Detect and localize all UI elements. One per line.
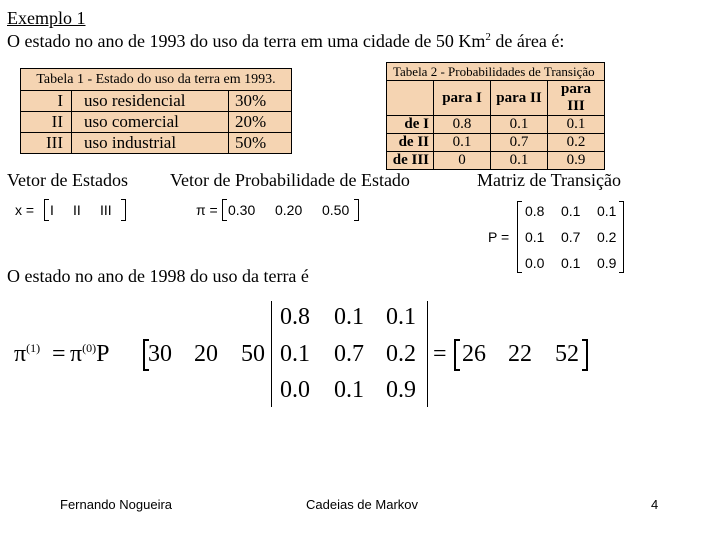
- intro-main: O estado no ano de 1993 do uso da terra em uma cidade de 50 Km: [7, 31, 486, 51]
- equation-pi1: [14, 341, 40, 368]
- big-matrix-cell: 0.7: [334, 341, 364, 367]
- table2-cell: 0.2: [548, 134, 605, 152]
- state-vector-lhs: x =: [15, 202, 35, 218]
- table2-row-label: de II: [387, 134, 434, 152]
- table1-pct: 20%: [229, 112, 292, 133]
- big-matrix-cell: 0.9: [386, 377, 416, 403]
- prob-vector-item: 0.50: [322, 202, 350, 218]
- state-vector-item: II: [73, 202, 81, 218]
- table-row: [21, 91, 292, 112]
- equation-pi0: [70, 341, 109, 368]
- prob-vector-left-bracket: [222, 199, 227, 221]
- matrix-left-bar: [271, 301, 272, 407]
- matrix-cell: 0.0: [525, 255, 545, 271]
- table-row: [387, 116, 605, 134]
- footer-topic: Cadeias de Markov: [306, 497, 418, 512]
- table1-use: uso industrial: [72, 133, 229, 154]
- table2-cell: 0: [434, 152, 491, 170]
- table2-cell: 0.1: [548, 116, 605, 134]
- vector-item: 50: [241, 341, 265, 367]
- big-matrix-cell: 0.8: [280, 304, 310, 330]
- table1-id: I: [21, 91, 72, 112]
- pi-symbol: π: [14, 341, 27, 367]
- big-matrix-cell: 0.2: [386, 341, 416, 367]
- equation-P: P: [96, 341, 110, 367]
- table-row: [21, 112, 292, 133]
- table2-cell: 0.8: [434, 116, 491, 134]
- matrix-right-bar: [427, 301, 428, 407]
- vector-item: 30: [148, 341, 172, 367]
- pi-symbol: π: [70, 341, 83, 367]
- state-vector-left-bracket: [44, 199, 49, 221]
- state-vector-right-bracket: [121, 199, 126, 221]
- label-state-vector: Vetor de Estados: [7, 170, 128, 190]
- table2-cell: 0.7: [491, 134, 548, 152]
- label-prob-vector: Vetor de Probabilidade de Estado: [170, 170, 410, 190]
- table-row: [387, 134, 605, 152]
- label-transition-matrix: Matriz de Transição: [477, 170, 621, 190]
- table2-caption: Tabela 2 - Probabilidades de Transição: [387, 63, 605, 81]
- table2-corner: [387, 81, 434, 116]
- result-item: 52: [555, 341, 579, 367]
- intro-end: de área é:: [490, 31, 565, 51]
- equation-equals-2: =: [433, 341, 447, 367]
- big-matrix-cell: 0.1: [334, 377, 364, 403]
- table2-row-label: de III: [387, 152, 434, 170]
- equation-equals: =: [52, 341, 66, 367]
- vector-item: 20: [194, 341, 218, 367]
- result-left-bracket: [454, 339, 460, 371]
- big-matrix-cell: 0.1: [280, 341, 310, 367]
- table-land-use-1993: [20, 68, 292, 154]
- table1-pct: 30%: [229, 91, 292, 112]
- prob-vector-lhs: π =: [196, 202, 218, 218]
- result-right-bracket: [582, 339, 588, 371]
- prob-vector-item: 0.20: [275, 202, 303, 218]
- matrix-cell: 0.1: [561, 203, 581, 219]
- table2-cell: 0.9: [548, 152, 605, 170]
- table2-header: para I: [434, 81, 491, 116]
- table2-header: para II: [491, 81, 548, 116]
- result-item: 22: [508, 341, 532, 367]
- big-matrix-cell: 0.0: [280, 377, 310, 403]
- intro-text: [7, 31, 564, 52]
- result-item: 26: [462, 341, 486, 367]
- pi-superscript-0: (0): [82, 341, 97, 355]
- pi-superscript-1: (1): [26, 341, 41, 355]
- table2-cell: 0.1: [434, 134, 491, 152]
- state-vector-item: III: [100, 202, 112, 218]
- matrix-lhs: P =: [488, 229, 510, 245]
- table-row: [21, 133, 292, 154]
- table1-use: uso residencial: [72, 91, 229, 112]
- matrix-cell: 0.1: [525, 229, 545, 245]
- table1-use: uso comercial: [72, 112, 229, 133]
- footer-page-number: 4: [651, 497, 659, 512]
- table1-caption: Tabela 1 - Estado do uso da terra em 1993.: [21, 69, 292, 91]
- state-vector-item: I: [50, 202, 54, 218]
- matrix-cell: 0.1: [561, 255, 581, 271]
- big-matrix-cell: 0.1: [334, 304, 364, 330]
- table-header-row: [387, 81, 605, 116]
- table-row: [387, 152, 605, 170]
- table2-cell: 0.1: [491, 116, 548, 134]
- table1-id: II: [21, 112, 72, 133]
- big-matrix-cell: 0.1: [386, 304, 416, 330]
- matrix-right-bracket: [619, 201, 624, 273]
- prob-vector-item: 0.30: [228, 202, 256, 218]
- table1-pct: 50%: [229, 133, 292, 154]
- matrix-left-bracket: [517, 201, 522, 273]
- matrix-cell: 0.1: [597, 203, 617, 219]
- table2-row-label: de I: [387, 116, 434, 134]
- table2-header: para III: [548, 81, 605, 116]
- prob-vector-right-bracket: [354, 199, 359, 221]
- table2-cell: 0.1: [491, 152, 548, 170]
- footer-author: Fernando Nogueira: [60, 497, 173, 512]
- slide-title: Exemplo 1: [7, 8, 86, 28]
- result-text: O estado no ano de 1998 do uso da terra é: [7, 266, 309, 286]
- intro-sup: 2: [485, 31, 491, 43]
- matrix-cell: 0.8: [525, 203, 545, 219]
- matrix-cell: 0.2: [597, 229, 617, 245]
- table-transition-probabilities: [386, 62, 605, 170]
- table1-id: III: [21, 133, 72, 154]
- matrix-cell: 0.7: [561, 229, 581, 245]
- matrix-cell: 0.9: [597, 255, 617, 271]
